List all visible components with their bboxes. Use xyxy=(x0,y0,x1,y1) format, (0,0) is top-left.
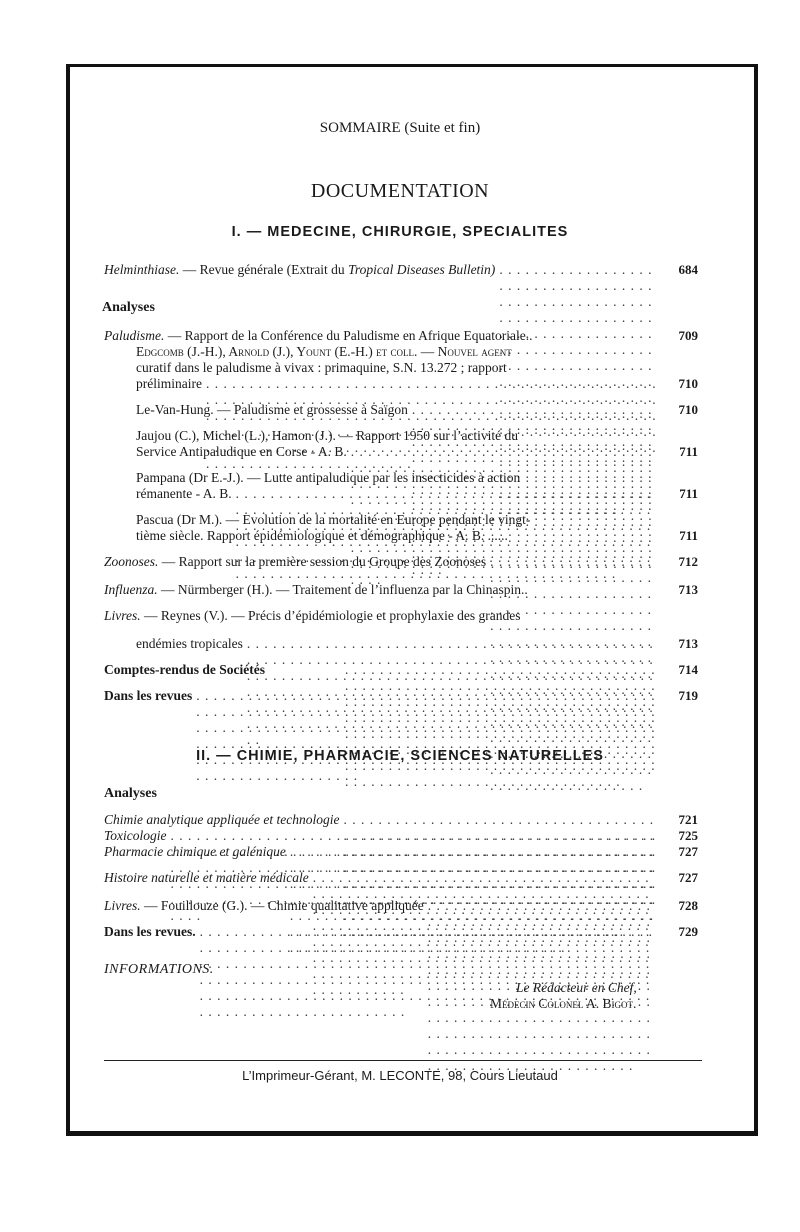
entry-label: Paludisme. xyxy=(104,328,165,343)
entry-label: Toxicologie xyxy=(104,828,167,843)
documentation-title: DOCUMENTATION xyxy=(310,180,490,202)
livres-line-1 xyxy=(104,608,521,624)
analyses-heading-2: Analyses xyxy=(104,786,157,801)
toc-entry-revues-1 xyxy=(104,688,698,784)
jaujou-line-1: Jaujou (C.), Michel (L.), Hamon (J.). — Rapport 1950 sur l’activité du xyxy=(136,428,519,443)
footer-rule xyxy=(104,1060,702,1061)
page-number: 684 xyxy=(678,262,698,277)
entry-label: Dans les revues xyxy=(104,688,193,703)
signature-name: Médecin Colonel A. Bigot. xyxy=(490,996,637,1011)
entry-label: Livres. xyxy=(104,898,141,913)
entry-label: Chimie analytique appliquée et technologie xyxy=(104,812,340,827)
entry-label: Helminthiase. xyxy=(104,262,180,277)
pascua-line-1: Pascua (Dr M.). — Evolution de la mortalité en Europe pendant le vingt- xyxy=(136,512,531,527)
page-number: 709 xyxy=(678,328,698,343)
toc-entry-influenza xyxy=(104,582,698,598)
entry-label: Pharmacie chimique et galénique xyxy=(104,844,286,859)
page-number: 712 xyxy=(678,554,698,569)
page-number: 721 xyxy=(678,812,698,827)
entry-text: endémies tropicales xyxy=(136,636,243,651)
entry-label: Zoonoses. xyxy=(104,554,159,569)
toc-entry-paludisme xyxy=(104,328,698,344)
entry-label: Dans les revues. xyxy=(104,924,196,939)
analyses-heading-1: Analyses xyxy=(102,300,155,315)
section-1-title: I. — MEDECINE, CHIRURGIE, SPECIALITES xyxy=(231,224,569,240)
printer-footer: L’Imprimeur-Gérant, M. LECONTE, 98, Cours Lieutaud xyxy=(242,1068,558,1083)
informations-heading: INFORMATIONS. xyxy=(104,962,214,977)
page-number: 727 xyxy=(678,870,698,885)
page-number: 713 xyxy=(678,582,698,597)
entry-text: rémanente - A. B. xyxy=(136,486,232,501)
entry-text: Le-Van-Hung. — Paludisme et grossesse à Saïgon xyxy=(136,402,408,417)
sommaire-heading: SOMMAIRE (Suite et fin) xyxy=(319,120,481,136)
paludisme-text-line: curatif dans le paludisme à vivax : primaquine, S.N. 13.272 ; rapport xyxy=(136,360,507,375)
entry-text: — Nürmberger (H.). — Traitement de l’influenza par la Chinaspin.. xyxy=(161,582,528,597)
page-number: 711 xyxy=(679,528,698,543)
pampana-line-1: Pampana (Dr E.-J.). — Lutte antipaludique par les insecticides à action xyxy=(136,470,521,485)
entry-text: — Rapport sur la première session du Groupe des Zoonoses xyxy=(161,554,487,569)
toc-entry-pascua xyxy=(136,528,698,544)
page-number: 719 xyxy=(678,688,698,703)
page-number: 711 xyxy=(679,486,698,501)
leader-dots xyxy=(196,688,658,784)
signature-title: Le Rédacteur en Chef, xyxy=(516,980,637,995)
entry-label: Comptes-rendus de Sociétés xyxy=(104,662,265,677)
entry-text: — Reynes (V.). — Précis d’épidémiologie et prophylaxie des grandes xyxy=(144,608,521,623)
section-2-title: II. — CHIMIE, PHARMACIE, SCIENCES NATURELLES xyxy=(196,748,604,764)
page-number: 729 xyxy=(678,924,698,939)
page-number: 710 xyxy=(678,376,698,391)
page-number: 727 xyxy=(678,844,698,859)
entry-text: tième siècle. Rapport épidémiologique et démographique - A. B. ...... xyxy=(136,528,508,543)
page-number: 713 xyxy=(678,636,698,651)
entry-label: Influenza. xyxy=(104,582,158,597)
page-number: 710 xyxy=(678,402,698,417)
page-number: 728 xyxy=(678,898,698,913)
entry-label: Histoire naturelle et matière médicale xyxy=(104,870,309,885)
entry-label: Livres. xyxy=(104,608,141,623)
paludisme-authors-line: Edgcomb (J.-H.), Arnold (J.), Yount (E.-H.) et coll. — Nouvel agent xyxy=(136,344,512,359)
page-number: 711 xyxy=(679,444,698,459)
entry-text: préliminaire xyxy=(136,376,202,391)
entry-text: Service Antipaludique en Corse - A. B. xyxy=(136,444,347,459)
entry-text: — Fouillouze (G.). — Chimie qualitative appliquée xyxy=(144,898,424,913)
entry-source: Tropical Diseases Bulletin) xyxy=(348,262,496,277)
page-number: 714 xyxy=(678,662,698,677)
entry-text: — Revue générale (Extrait du xyxy=(182,262,345,277)
page-number: 725 xyxy=(678,828,698,843)
entry-text: — Rapport de la Conférence du Paludisme en Afrique Equatoriale.. xyxy=(167,328,533,343)
